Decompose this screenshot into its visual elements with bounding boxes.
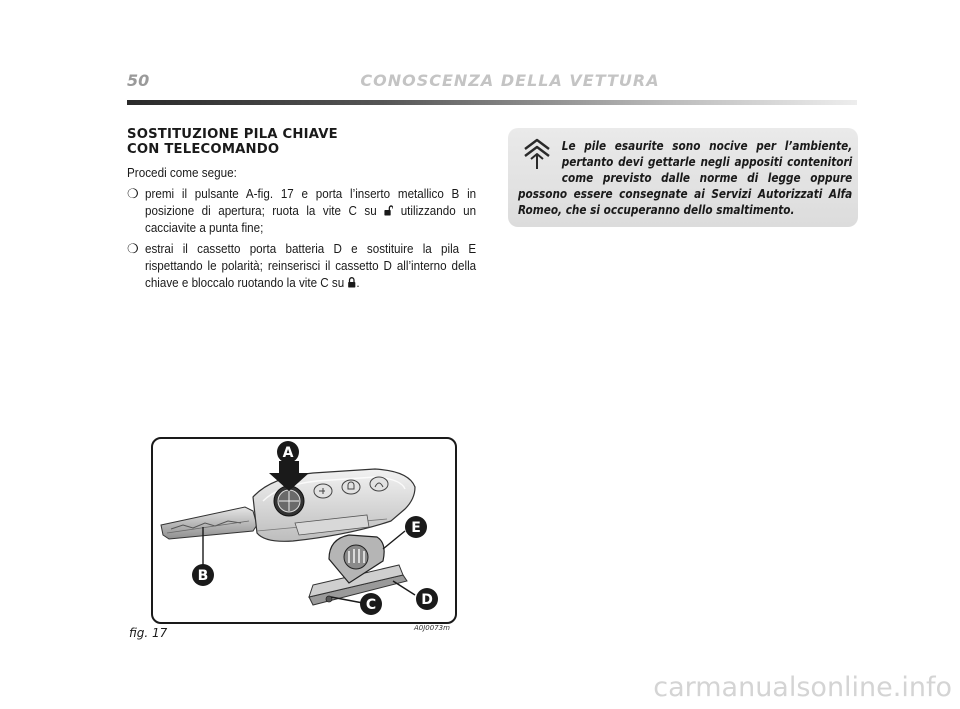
callout-d	[416, 588, 438, 610]
callout-e	[405, 516, 427, 538]
callout-c	[360, 593, 382, 615]
section-title-line-1: SOSTITUZIONE PILA CHIAVE	[127, 127, 338, 142]
bullet-icon: ❍	[127, 186, 139, 201]
callout-label-e: E	[411, 520, 421, 536]
note-text	[518, 138, 852, 218]
instructions-column	[127, 127, 477, 295]
step-text-part: estrai il cassetto porta batteria D e sostituire la pila E rispettando le polarità; reinserisci il cassetto D all’interno della chiave e bloccalo ruotando la vite C su	[145, 241, 477, 290]
callout-b	[192, 564, 214, 586]
step-text-part: .	[356, 275, 360, 290]
list-item	[127, 240, 477, 291]
figure-17	[151, 437, 457, 624]
step-text-part: utilizzando un cacciavite a punta fine;	[145, 203, 477, 235]
callout-a	[277, 441, 299, 463]
battery-drawer	[309, 535, 407, 605]
lock-icon	[347, 277, 356, 288]
section-title	[127, 127, 477, 157]
figure-caption: fig. 17	[129, 626, 168, 640]
key-blade	[161, 507, 257, 539]
environment-note	[508, 128, 858, 227]
key-battery-illustration	[153, 439, 455, 622]
callout-label-a: A	[282, 445, 294, 461]
note-text-content: Le pile esaurite sono nocive per l’ambiente, pertanto devi gettarle negli appositi contenitori come previsto dalle norme di legge oppure possono essere consegnate ai Servizi Autorizzati Alfa Romeo, che si occuperanno dello smaltimento.	[518, 139, 853, 217]
steps-list	[127, 185, 477, 291]
bullet-icon: ❍	[127, 241, 139, 256]
header-rule	[127, 100, 857, 105]
list-item	[127, 185, 477, 236]
page-number: 50	[127, 71, 150, 90]
unlock-icon	[384, 205, 393, 216]
running-title: CONOSCENZA DELLA VETTURA	[360, 71, 660, 90]
figure-code: A0J0073m	[414, 624, 450, 632]
step-text-part: premi il pulsante A-fig. 17 e porta l’inserto metallico B in posizione di apertura; ruota la vite C su	[145, 186, 477, 218]
step-text	[145, 240, 476, 291]
step-text	[145, 185, 476, 236]
callout-label-d: D	[421, 592, 433, 608]
watermark[interactable]: carmanualsonline.info	[653, 672, 952, 703]
intro-text: Procedi come segue:	[127, 165, 237, 180]
section-title-line-2: CON TELECOMANDO	[127, 142, 280, 157]
callout-label-c: C	[365, 597, 377, 613]
callout-label-b: B	[197, 568, 209, 584]
